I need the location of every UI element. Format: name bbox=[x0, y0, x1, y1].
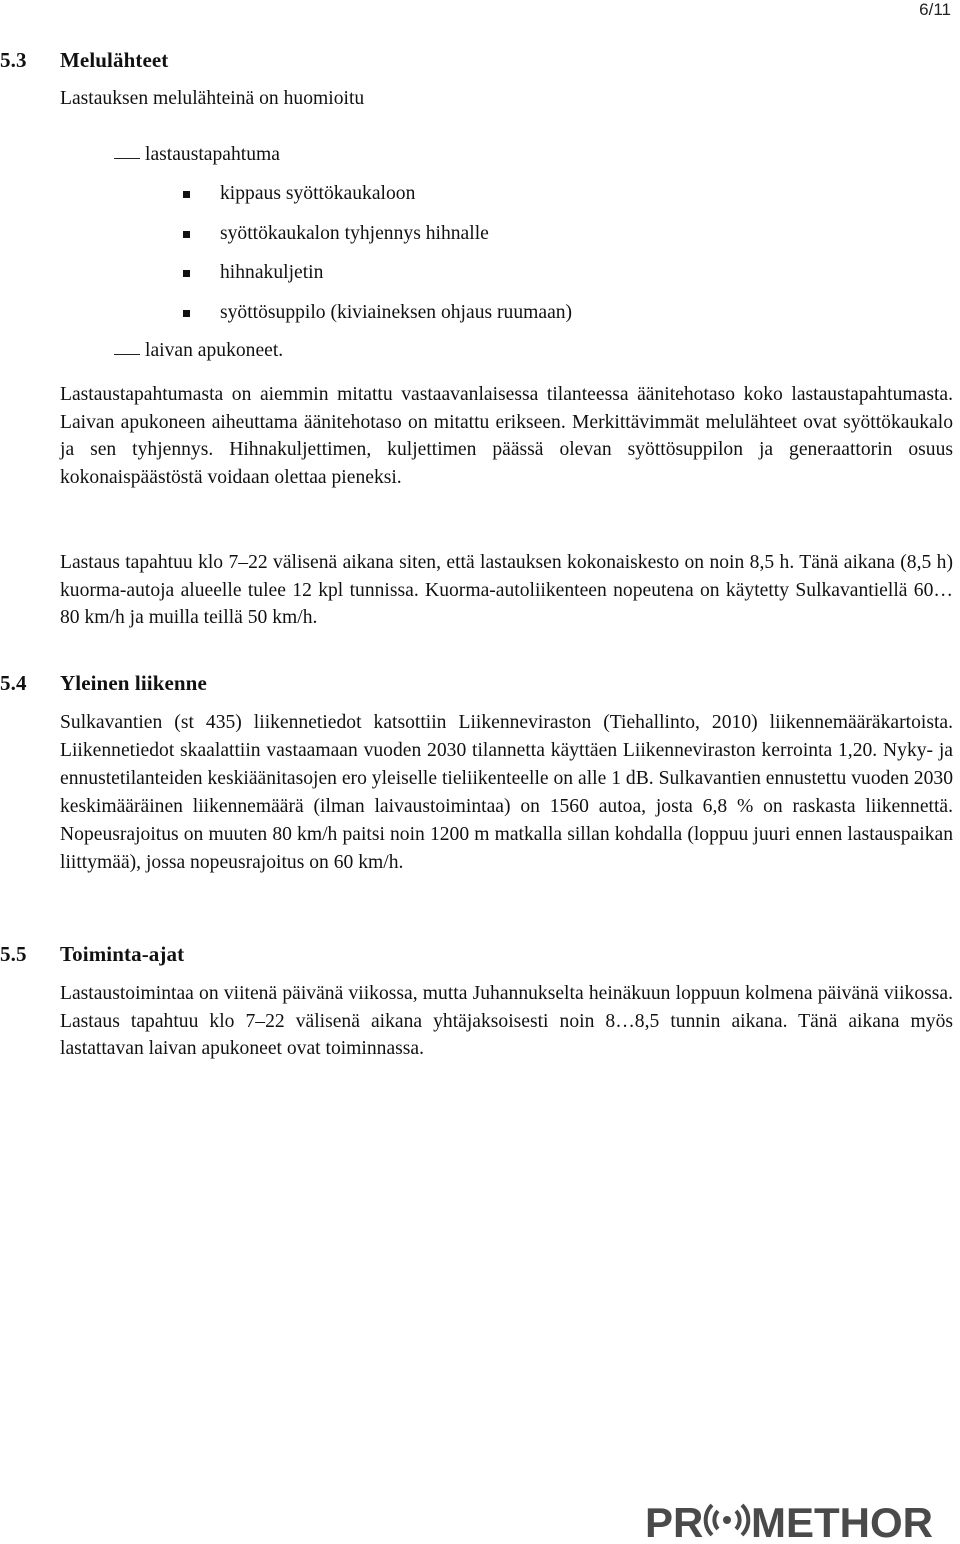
section-heading-5-3 bbox=[0, 48, 168, 73]
promethor-logo bbox=[645, 1497, 955, 1543]
paragraph: Sulkavantien (st 435) liikennetiedot katsottiin Liikenneviraston (Tiehallinto, 2010) liikennemääräkartoista. Liikennetiedot skaalattiin vastaamaan vuoden 2030 tilannetta käyttäen Liikenneviraston kerrointa 1,20. Nyky- ja ennustetilanteiden keskiäänitasojen ero yleiselle tieliikenteelle on alle 1 dB. Sulkavantien ennustettu vuoden 2030 keskimääräinen liikennemäärä (ilman laivaustoimintaa) on 1560 autoa, josta 6,8 % on raskasta liikennettä. Nopeusrajoitus on muuten 80 km/h paitsi noin 1200 m matkalla sillan kohdalla (loppuu juuri ennen lastauspaikan liittymää), jossa nopeusrajoitus on 60 km/h. bbox=[60, 712, 953, 873]
sub-list-item: kippaus syöttökaukaloon bbox=[220, 183, 416, 204]
sub-list-item: syöttökaukalon tyhjennys hihnalle bbox=[220, 223, 489, 244]
sub-list-item: syöttösuppilo (kiviaineksen ohjaus ruumaan) bbox=[220, 302, 573, 323]
dash-bullet-icon bbox=[114, 158, 140, 159]
square-bullet-icon bbox=[183, 191, 190, 198]
section-title: Melulähteet bbox=[60, 48, 169, 72]
paragraph: Lastaustapahtumasta on aiemmin mitattu vastaavanlaisessa tilanteessa äänitehotaso koko lastaustapahtumasta. Laivan apukoneen aiheuttama äänitehotaso on mitattu erikseen. Merkittävimmät melulähteet ovat syöttökaukalo ja sen tyhjennys. Hihnakuljettimen, kuljettimen päässä olevan syöttösuppilon ja generaattorin osuus kokonaispäästöstä voidaan olettaa pieneksi. bbox=[60, 384, 953, 488]
page-number: 6/11 bbox=[919, 0, 951, 19]
list-item: laivan apukoneet. bbox=[145, 340, 284, 361]
section-title: Toiminta-ajat bbox=[60, 942, 185, 966]
section-number: 5.4 bbox=[0, 671, 27, 695]
square-bullet-icon bbox=[183, 231, 190, 238]
section-heading-5-5 bbox=[0, 942, 184, 967]
section-number: 5.5 bbox=[0, 942, 27, 966]
sub-list-item: hihnakuljetin bbox=[220, 262, 324, 283]
square-bullet-icon bbox=[183, 310, 190, 317]
logo-text-left: PR bbox=[645, 1499, 704, 1543]
logo-text-right: METHOR bbox=[751, 1499, 933, 1543]
section-title: Yleinen liikenne bbox=[60, 671, 207, 695]
list-item: lastaustapahtuma bbox=[145, 144, 280, 165]
dash-bullet-icon bbox=[114, 354, 140, 355]
paragraph: Lastaus tapahtuu klo 7–22 välisenä aikana siten, että lastauksen kokonaiskesto on noin 8,5 h. Tänä aikana (8,5 h) kuorma-autoja alueelle tulee 12 kpl tunnissa. Kuorma-autoliikenteen nopeutena on käytetty Sulkavantiellä 60…80 km/h ja muilla teillä 50 km/h. bbox=[60, 552, 953, 629]
section-heading-5-4 bbox=[0, 671, 207, 696]
signal-icon bbox=[706, 1505, 749, 1535]
paragraph: Lastaustoimintaa on viitenä päivänä viikossa, mutta Juhannukselta heinäkuun loppuun kolmena päivänä viikossa. Lastaus tapahtuu klo 7–22 välisenä aikana yhtäjaksoisesti noin 8…8,5 tunnin aikana. Tänä aikana myös lastattavan laivan apukoneet ovat toiminnassa. bbox=[60, 983, 953, 1060]
section-number: 5.3 bbox=[0, 48, 27, 72]
intro-text: Lastauksen melulähteinä on huomioitu bbox=[60, 88, 365, 109]
square-bullet-icon bbox=[183, 270, 190, 277]
